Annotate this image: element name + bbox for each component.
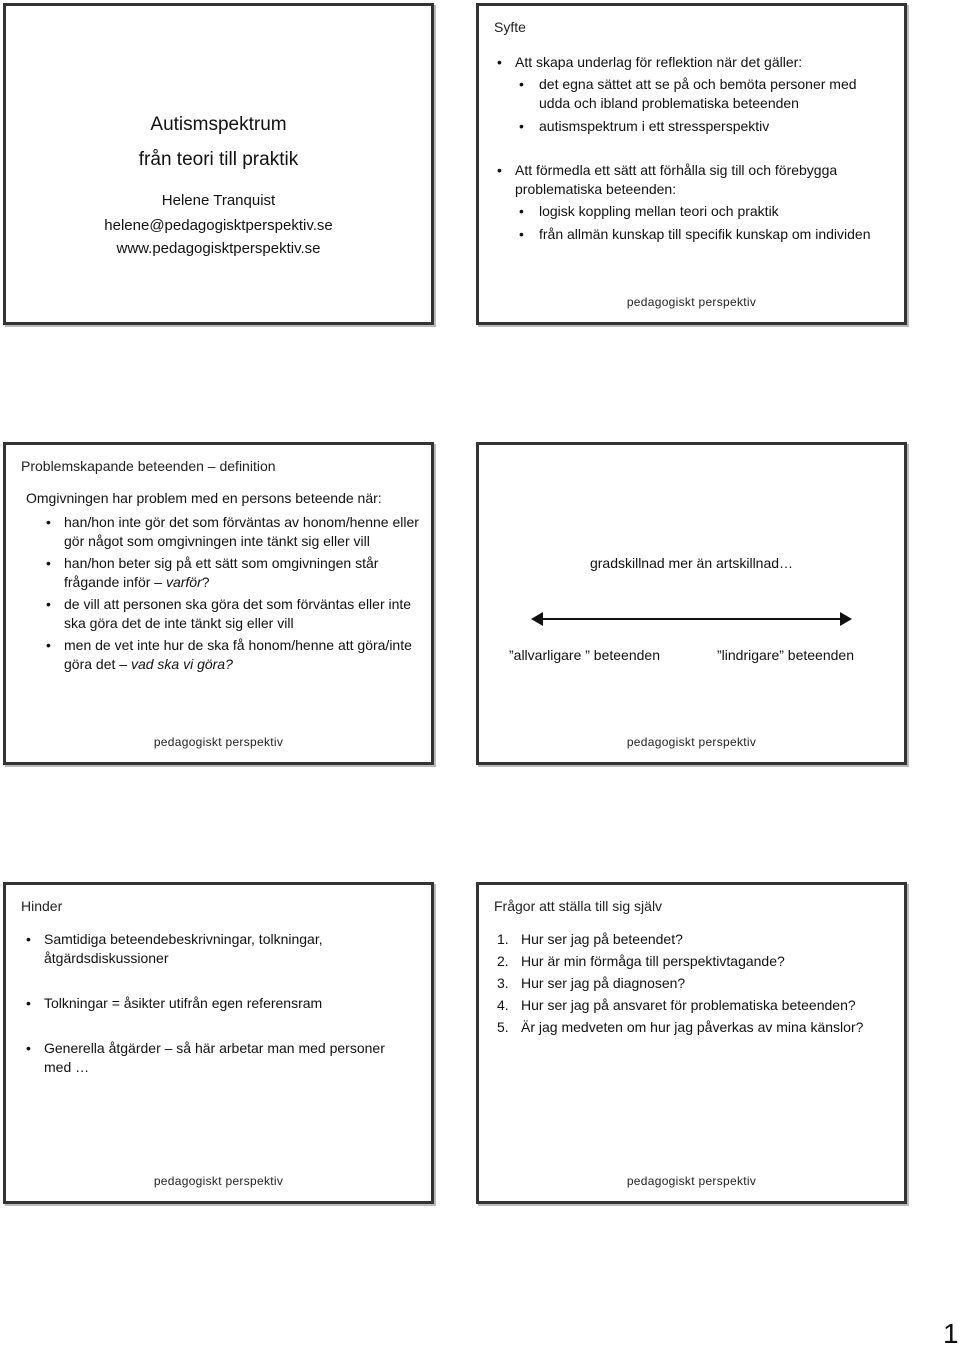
sub-bullet-list xyxy=(517,75,887,136)
list-item: • Samtidiga beteendebeskrivningar, tolkningar, åtgärdsdiskussioner xyxy=(24,930,404,968)
slide-footer: pedagogiskt perspektiv xyxy=(153,1174,284,1188)
sub-bullet-list xyxy=(517,202,897,244)
slide-heading: gradskillnad mer än artskillnad… xyxy=(589,555,794,571)
slide-footer: pedagogiskt perspektiv xyxy=(153,735,284,749)
cover-website: www.pedagogisktperspektiv.se xyxy=(116,240,321,257)
bullet-list xyxy=(495,53,885,72)
list-item: • han/hon inte gör det som förväntas av honom/henne eller gör något som omgivningen inte tänkt sig eller vill xyxy=(44,513,419,551)
slide-fragor xyxy=(476,882,907,1204)
bullet-list xyxy=(495,161,885,199)
slide-title: Problemskapande beteenden – definition xyxy=(21,458,276,474)
cover-author: Helene Tranquist xyxy=(161,192,276,209)
slide-definition xyxy=(3,442,434,765)
double-arrow-icon xyxy=(529,607,854,631)
slide-title: Hinder xyxy=(21,898,63,914)
bullet-list xyxy=(24,930,404,1077)
slide-footer: pedagogiskt perspektiv xyxy=(626,1174,757,1188)
list-item: 2. Hur är min förmåga till perspektivtagande? xyxy=(497,953,785,969)
cover-title: Autismspektrum xyxy=(150,114,287,135)
slide-syfte xyxy=(476,3,907,325)
cover-subtitle: från teori till praktik xyxy=(138,149,299,170)
slide-footer: pedagogiskt perspektiv xyxy=(626,735,757,749)
list-item: 1. Hur ser jag på beteendet? xyxy=(497,931,683,947)
cover-email: helene@pedagogisktperspektiv.se xyxy=(104,217,333,234)
list-item: • autismspektrum i ett stressperspektiv xyxy=(517,117,887,136)
list-item: • Att förmedla ett sätt att förhålla sig till och förebygga problematiska beteenden: xyxy=(495,161,885,199)
list-item: • han/hon beter sig på ett sätt som omgivningen står frågande inför – varför? xyxy=(44,554,419,592)
list-item: • Att skapa underlag för reflektion när det gäller: xyxy=(495,53,885,72)
slide-cover xyxy=(3,3,434,325)
list-item: • men de vet inte hur de ska få honom/henne att göra/inte göra det – vad ska vi göra? xyxy=(44,636,419,674)
list-item: • Tolkningar = åsikter utifrån egen referensram xyxy=(24,994,404,1013)
list-item: • Generella åtgärder – så här arbetar man med personer med … xyxy=(24,1039,404,1077)
list-item: • de vill att personen ska göra det som förväntas eller inte ska göra det de inte tänkt sig eller vill xyxy=(44,595,419,633)
page-number: 1 xyxy=(943,1318,959,1349)
slide-title: Frågor att ställa till sig själv xyxy=(494,898,663,914)
bullet-list xyxy=(44,513,419,674)
list-item: 4. Hur ser jag på ansvaret för problematiska beteenden? xyxy=(497,997,856,1013)
list-item: • från allmän kunskap till specifik kunskap om individen xyxy=(517,225,897,244)
right-label: ”lindrigare” beteenden xyxy=(717,647,854,663)
slide-title: Syfte xyxy=(494,19,526,35)
slide-gradskillnad xyxy=(476,442,907,765)
question-list xyxy=(497,928,897,1038)
list-item: • det egna sättet att se på och bemöta personer med udda och ibland problematiska beteenden xyxy=(517,75,887,113)
slide-hinder xyxy=(3,882,434,1204)
left-label: ”allvarligare ” beteenden xyxy=(509,647,660,663)
list-item: 3. Hur ser jag på diagnosen? xyxy=(497,975,686,991)
slide-footer: pedagogiskt perspektiv xyxy=(626,295,757,309)
intro-text: Omgivningen har problem med en persons beteende när: xyxy=(26,490,382,506)
list-item: • logisk koppling mellan teori och praktik xyxy=(517,202,897,221)
list-item: 5. Är jag medveten om hur jag påverkas av mina känslor? xyxy=(497,1019,864,1035)
